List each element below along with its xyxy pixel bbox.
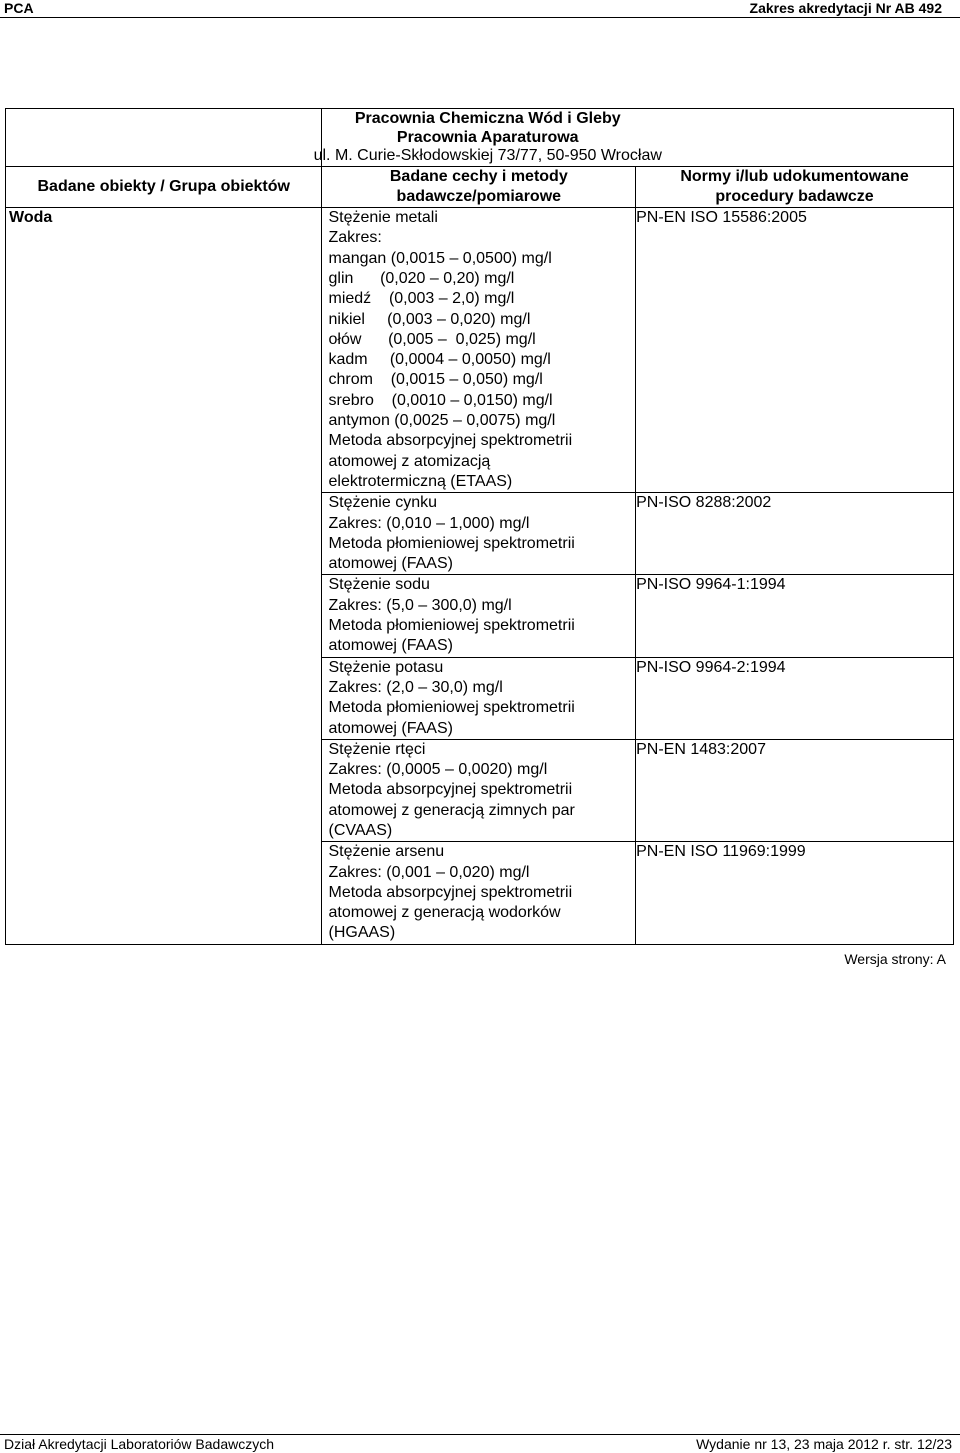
footer-edition: Wydanie nr 13, 23 maja 2012 r. str. 12/23 [696, 1436, 952, 1452]
method-line: atomowej (FAAS) [328, 719, 453, 737]
method-line: Metoda absorpcyjnej spektrometrii [328, 781, 573, 799]
lab-row [6, 109, 954, 167]
method-line: Stężenie potasu [328, 658, 444, 676]
lab-name: Pracownia Chemiczna Wód i Gleby [354, 110, 621, 127]
method-cell [322, 842, 636, 944]
norm-cell: PN-EN 1483:2007 [636, 739, 954, 841]
header-org: PCA [4, 0, 34, 16]
method-line: glin (0,020 – 0,20) mg/l [328, 269, 515, 287]
object-cell: Woda [6, 208, 322, 945]
method-line: mangan (0,0015 – 0,0500) mg/l [328, 249, 552, 267]
method-line: Metoda płomieniowej spektrometrii [328, 534, 575, 552]
method-line: Zakres: (0,010 – 1,000) mg/l [328, 514, 530, 532]
method-line: chrom (0,0015 – 0,050) mg/l [328, 371, 543, 389]
norm-cell: PN-ISO 9964-2:1994 [636, 657, 954, 739]
norm-cell: PN-ISO 8288:2002 [636, 493, 954, 575]
accreditation-table [5, 108, 954, 945]
norm-cell: PN-EN ISO 15586:2005 [636, 208, 954, 493]
method-line: Zakres: (0,0005 – 0,0020) mg/l [328, 761, 548, 779]
method-line: Zakres: (0,001 – 0,020) mg/l [328, 863, 530, 881]
column-header-norms: Normy i/lub udokumentowane procedury badawcze [636, 166, 954, 208]
method-line: atomowej (FAAS) [328, 637, 453, 655]
method-line: Stężenie arsenu [328, 843, 445, 861]
norm-cell: PN-EN ISO 11969:1999 [636, 842, 954, 944]
method-line: miedź (0,003 – 2,0) mg/l [328, 290, 515, 308]
method-line: Stężenie metali [328, 209, 438, 227]
method-line: Zakres: [328, 229, 382, 247]
method-line: Zakres: (5,0 – 300,0) mg/l [328, 596, 512, 614]
method-cell [322, 208, 636, 493]
method-cell [322, 739, 636, 841]
method-line: atomowej z generacją zimnych par [328, 801, 575, 819]
lab-info [313, 109, 954, 167]
method-line: Zakres: (2,0 – 30,0) mg/l [328, 678, 503, 696]
footer-divider [0, 1434, 960, 1435]
method-line: (CVAAS) [328, 822, 393, 839]
column-header-row [6, 166, 954, 208]
method-line: nikiel (0,003 – 0,020) mg/l [328, 310, 531, 328]
method-line: atomowej (FAAS) [328, 555, 453, 573]
method-cell [322, 493, 636, 575]
method-line: Stężenie cynku [328, 494, 437, 512]
method-line: Metoda absorpcyjnej spektrometrii [328, 432, 573, 450]
footer-department: Dział Akredytacji Laboratoriów Badawczych [4, 1436, 275, 1452]
method-line: srebro (0,0010 – 0,0150) mg/l [328, 391, 553, 409]
method-line: antymon (0,0025 – 0,0075) mg/l [328, 412, 556, 430]
method-line: elektrotermiczną (ETAAS) [328, 472, 513, 490]
table-row [6, 208, 954, 493]
method-line: Metoda płomieniowej spektrometrii [328, 617, 575, 635]
method-line: Metoda absorpcyjnej spektrometrii [328, 883, 573, 901]
method-line: ołów (0,005 – 0,025) mg/l [328, 330, 536, 348]
method-line: Stężenie rtęci [328, 740, 426, 758]
method-line: kadm (0,0004 – 0,0050) mg/l [328, 351, 551, 369]
method-line: (HGAAS) [328, 924, 396, 942]
method-line: Metoda płomieniowej spektrometrii [328, 699, 575, 717]
method-cell [322, 575, 636, 657]
method-line: atomowej z atomizacją [328, 452, 491, 470]
page-version: Wersja strony: A [844, 951, 946, 967]
header-title: Zakres akredytacji Nr AB 492 [749, 0, 942, 16]
method-cell [322, 657, 636, 739]
column-header-objects: Badane obiekty / Grupa obiektów [6, 166, 322, 208]
method-line: Stężenie sodu [328, 576, 430, 594]
column-header-methods: Badane cechy i metody badawcze/pomiarowe [322, 166, 636, 208]
lab-address: ul. M. Curie-Skłodowskiej 73/77, 50-950 Wrocław [313, 147, 662, 164]
lab-subname: Pracownia Aparaturowa [396, 128, 579, 146]
page-header [0, 0, 960, 18]
norm-cell: PN-ISO 9964-1:1994 [636, 575, 954, 657]
header-divider [0, 17, 960, 18]
method-line: atomowej z generacją wodorków [328, 904, 561, 922]
